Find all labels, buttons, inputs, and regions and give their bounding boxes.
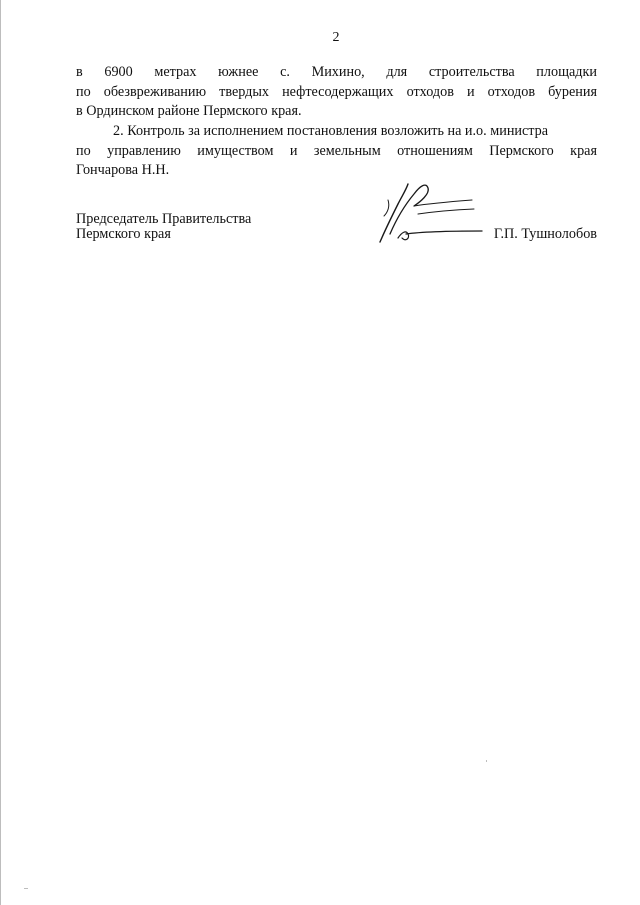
paragraph-2-line-1: 2. Контроль за исполнением постановления возложить на и.о. министра (113, 123, 549, 139)
scan-speck-2 (486, 760, 487, 762)
paragraph-1-line-2: по обезвреживанию твердых нефтесодержащих отходов и отходов бурения (76, 83, 597, 100)
paragraph-1-text (76, 63, 597, 122)
paragraph-1-line-3: в Ординском районе Пермского края. (76, 103, 302, 119)
paragraph-1-line-1: в 6900 метрах южнее с. Михино, для строительства площадки (76, 64, 597, 80)
signature-block (76, 212, 597, 242)
scan-edge-left (0, 0, 1, 905)
paragraph-1 (76, 63, 597, 122)
paragraph-2-text (76, 122, 597, 181)
signatory-name: Г.П. Тушнолобов (493, 226, 597, 242)
signatory-title-line-1: Председатель Правительства (76, 211, 252, 227)
paragraph-2 (76, 122, 597, 181)
signatory-title-line-2: Пермского края (76, 226, 171, 242)
scan-speck (24, 888, 28, 889)
paragraph-2-line-3: Гончарова Н.Н. (76, 162, 170, 178)
page-number: 2 (332, 30, 340, 45)
paragraph-2-line-2: по управлению имуществом и земельным отношениям Пермского края (76, 142, 597, 159)
